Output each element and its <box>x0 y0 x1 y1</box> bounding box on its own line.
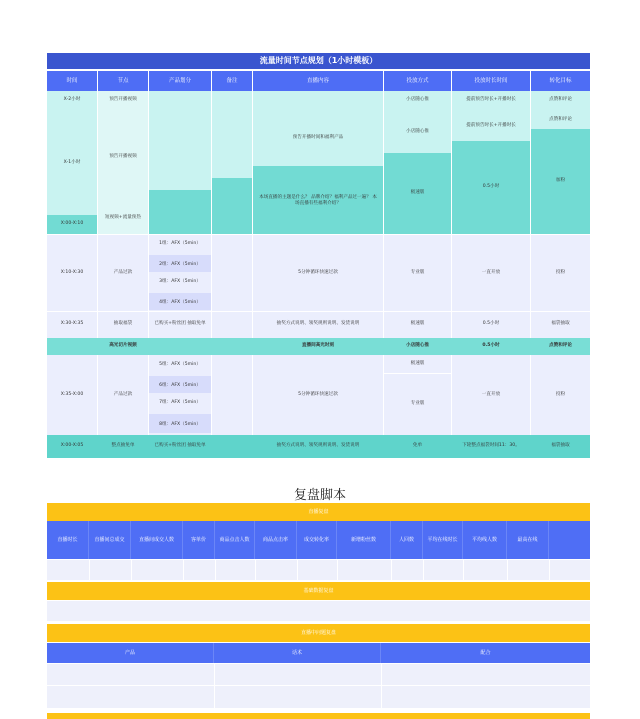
r7-method-2: 专业版 <box>410 400 425 406</box>
r1-target: 点赞和评论 <box>549 97 572 103</box>
stair-step-remark <box>212 178 252 234</box>
review-h-ctr: 商品点击率 <box>255 521 297 559</box>
review-h-return: 人回数 <box>391 521 423 559</box>
r5-product: 已购买+粉丝团 抽取免单 <box>154 321 206 327</box>
r4-method: 专业版 <box>410 269 425 275</box>
r6-method: 小店随心推 <box>406 343 429 349</box>
plan-title: 流量时间节点规划（1小时模板） <box>47 53 590 69</box>
r8-duration: 下轮整点福袋时间11：30。 <box>462 443 520 449</box>
r8-method: 免单 <box>412 443 423 449</box>
r6-target: 点赞和评论 <box>549 343 572 349</box>
r7-group-7: 7组：AFX（5min） <box>159 400 201 406</box>
review-h-clicks: 商品点击人数 <box>215 521 255 559</box>
header-method: 投放方式 <box>384 71 451 91</box>
r4-time: X:10-X:30 <box>60 269 84 275</box>
next-section-bar <box>47 713 590 719</box>
header-time: 时间 <box>47 71 97 91</box>
r7-content: 5分钟循环快速过款 <box>298 391 338 397</box>
header-target: 转化目标 <box>531 71 590 91</box>
r4-group-4: 4组：AFX（5min） <box>149 293 211 310</box>
r5-method: 极速版 <box>410 321 425 327</box>
r5-time: X:30-X:35 <box>60 321 84 327</box>
r3-duration: 0.5小时 <box>482 184 500 190</box>
header-product: 产品划分 <box>149 71 211 91</box>
r3-method: 极速版 <box>410 190 425 196</box>
r8-target: 福袋抽取 <box>551 443 570 449</box>
review-title: 复盘脚本 <box>293 488 346 503</box>
header-duration: 投放时长时间 <box>452 71 530 91</box>
r5-content: 抽奖方式说明、领奖规则说明、发货说明 <box>276 321 360 327</box>
r4-group-3: 3组：AFX（5min） <box>159 279 201 285</box>
review-h-avg-time: 平均在线时长 <box>423 521 463 559</box>
review-h-duration: 直播时长 <box>47 521 89 559</box>
r8-node: 整点抽免单 <box>111 443 135 449</box>
r7-group-6: 6组：AFX（5min） <box>149 376 211 393</box>
r1-time: X-2小时 <box>63 97 81 103</box>
r7-method-1: 极速版 <box>410 361 425 367</box>
issues-body <box>47 664 590 708</box>
r7-time: X:35-X:00 <box>60 391 84 397</box>
section-live-review: 直播复盘 <box>47 503 590 521</box>
r4-node: 产品过款 <box>113 269 133 275</box>
r2-node: 预告开播视频 <box>109 153 137 159</box>
r7-node: 产品过款 <box>113 391 133 397</box>
review-h-new-fans: 新增粉丝数 <box>337 521 391 559</box>
r1-method: 小店随心推 <box>406 97 429 103</box>
review-h-aov: 客单价 <box>183 521 215 559</box>
r4-group-1: 1组：AFX（5min） <box>159 241 201 247</box>
r8-content: 抽奖方式说明、领奖规则说明、发货说明 <box>276 443 360 449</box>
r2-method: 小店随心推 <box>406 128 429 134</box>
issues-h-product: 产品 <box>47 643 214 663</box>
review-header-row <box>47 521 590 559</box>
r4-group-2: 2组：AFX（5min） <box>149 255 211 272</box>
r7-group-8: 8组：AFX（5min） <box>149 414 211 433</box>
r1-duration: 提前预告时长+开播时长 <box>466 97 516 103</box>
r2-content: 预告开播时间和福利产品 <box>292 135 344 141</box>
stair-step-product <box>149 190 211 234</box>
r4-target: 投粉 <box>555 269 566 275</box>
plan-header-row <box>47 71 590 91</box>
header-node: 节点 <box>98 71 148 91</box>
r5-target: 福袋抽取 <box>551 321 570 327</box>
basic-data-row <box>47 601 590 621</box>
r3-time: X:00-X:10 <box>60 221 84 227</box>
r4-content: 5分钟循环快速过款 <box>298 269 338 275</box>
issues-h-script: 话术 <box>214 643 381 663</box>
r3-target: 加粉 <box>555 178 566 184</box>
issues-header-row <box>47 643 590 663</box>
r3-node: 短视频+流量预热 <box>104 215 141 221</box>
r8-time: X:00-X:05 <box>60 443 84 449</box>
r2-time: X-1小时 <box>63 159 81 165</box>
review-h-total: 直播间总成交 <box>89 521 131 559</box>
plan-body <box>47 91 590 458</box>
r2-target: 点赞和评论 <box>549 116 572 122</box>
review-h-avg-viewers: 平均线人数 <box>463 521 507 559</box>
r7-target: 投粉 <box>555 391 566 397</box>
r3-content: 本场直播的主题是什么？ 品牌介绍？福利产品过一遍？ 本场直播有些福利介绍？ <box>259 194 377 206</box>
header-remark: 备注 <box>212 71 252 91</box>
r4-duration: 一直开放 <box>481 269 501 275</box>
section-basic-data: 基础数据复盘 <box>47 582 590 600</box>
review-data-row <box>47 560 590 580</box>
r6-node: 高光切片视频 <box>109 343 137 349</box>
review-h-buyers: 直播间成交人数 <box>131 521 183 559</box>
header-content: 直播内容 <box>253 71 383 91</box>
r5-duration: 0.5小时 <box>482 321 500 327</box>
r5-node: 抽取福袋 <box>113 321 133 327</box>
review-h-peak: 最高在线 <box>507 521 549 559</box>
review-h-cvr: 成交转化率 <box>297 521 337 559</box>
r1-node: 预告开播视频 <box>109 97 137 103</box>
r7-group-5: 5组：AFX（5min） <box>159 362 201 368</box>
r8-product: 已购买+粉丝团 抽取免单 <box>154 443 206 449</box>
issues-h-coordination: 配合 <box>480 649 491 656</box>
section-issues: 直播中问题复盘 <box>47 624 590 642</box>
r2-duration: 提前预告时长+开播时长 <box>466 122 516 128</box>
r7-duration: 一直开放 <box>481 391 501 397</box>
r6-content: 直播间高光时刻 <box>301 343 335 349</box>
r6-duration: 0.5小时 <box>482 343 500 349</box>
